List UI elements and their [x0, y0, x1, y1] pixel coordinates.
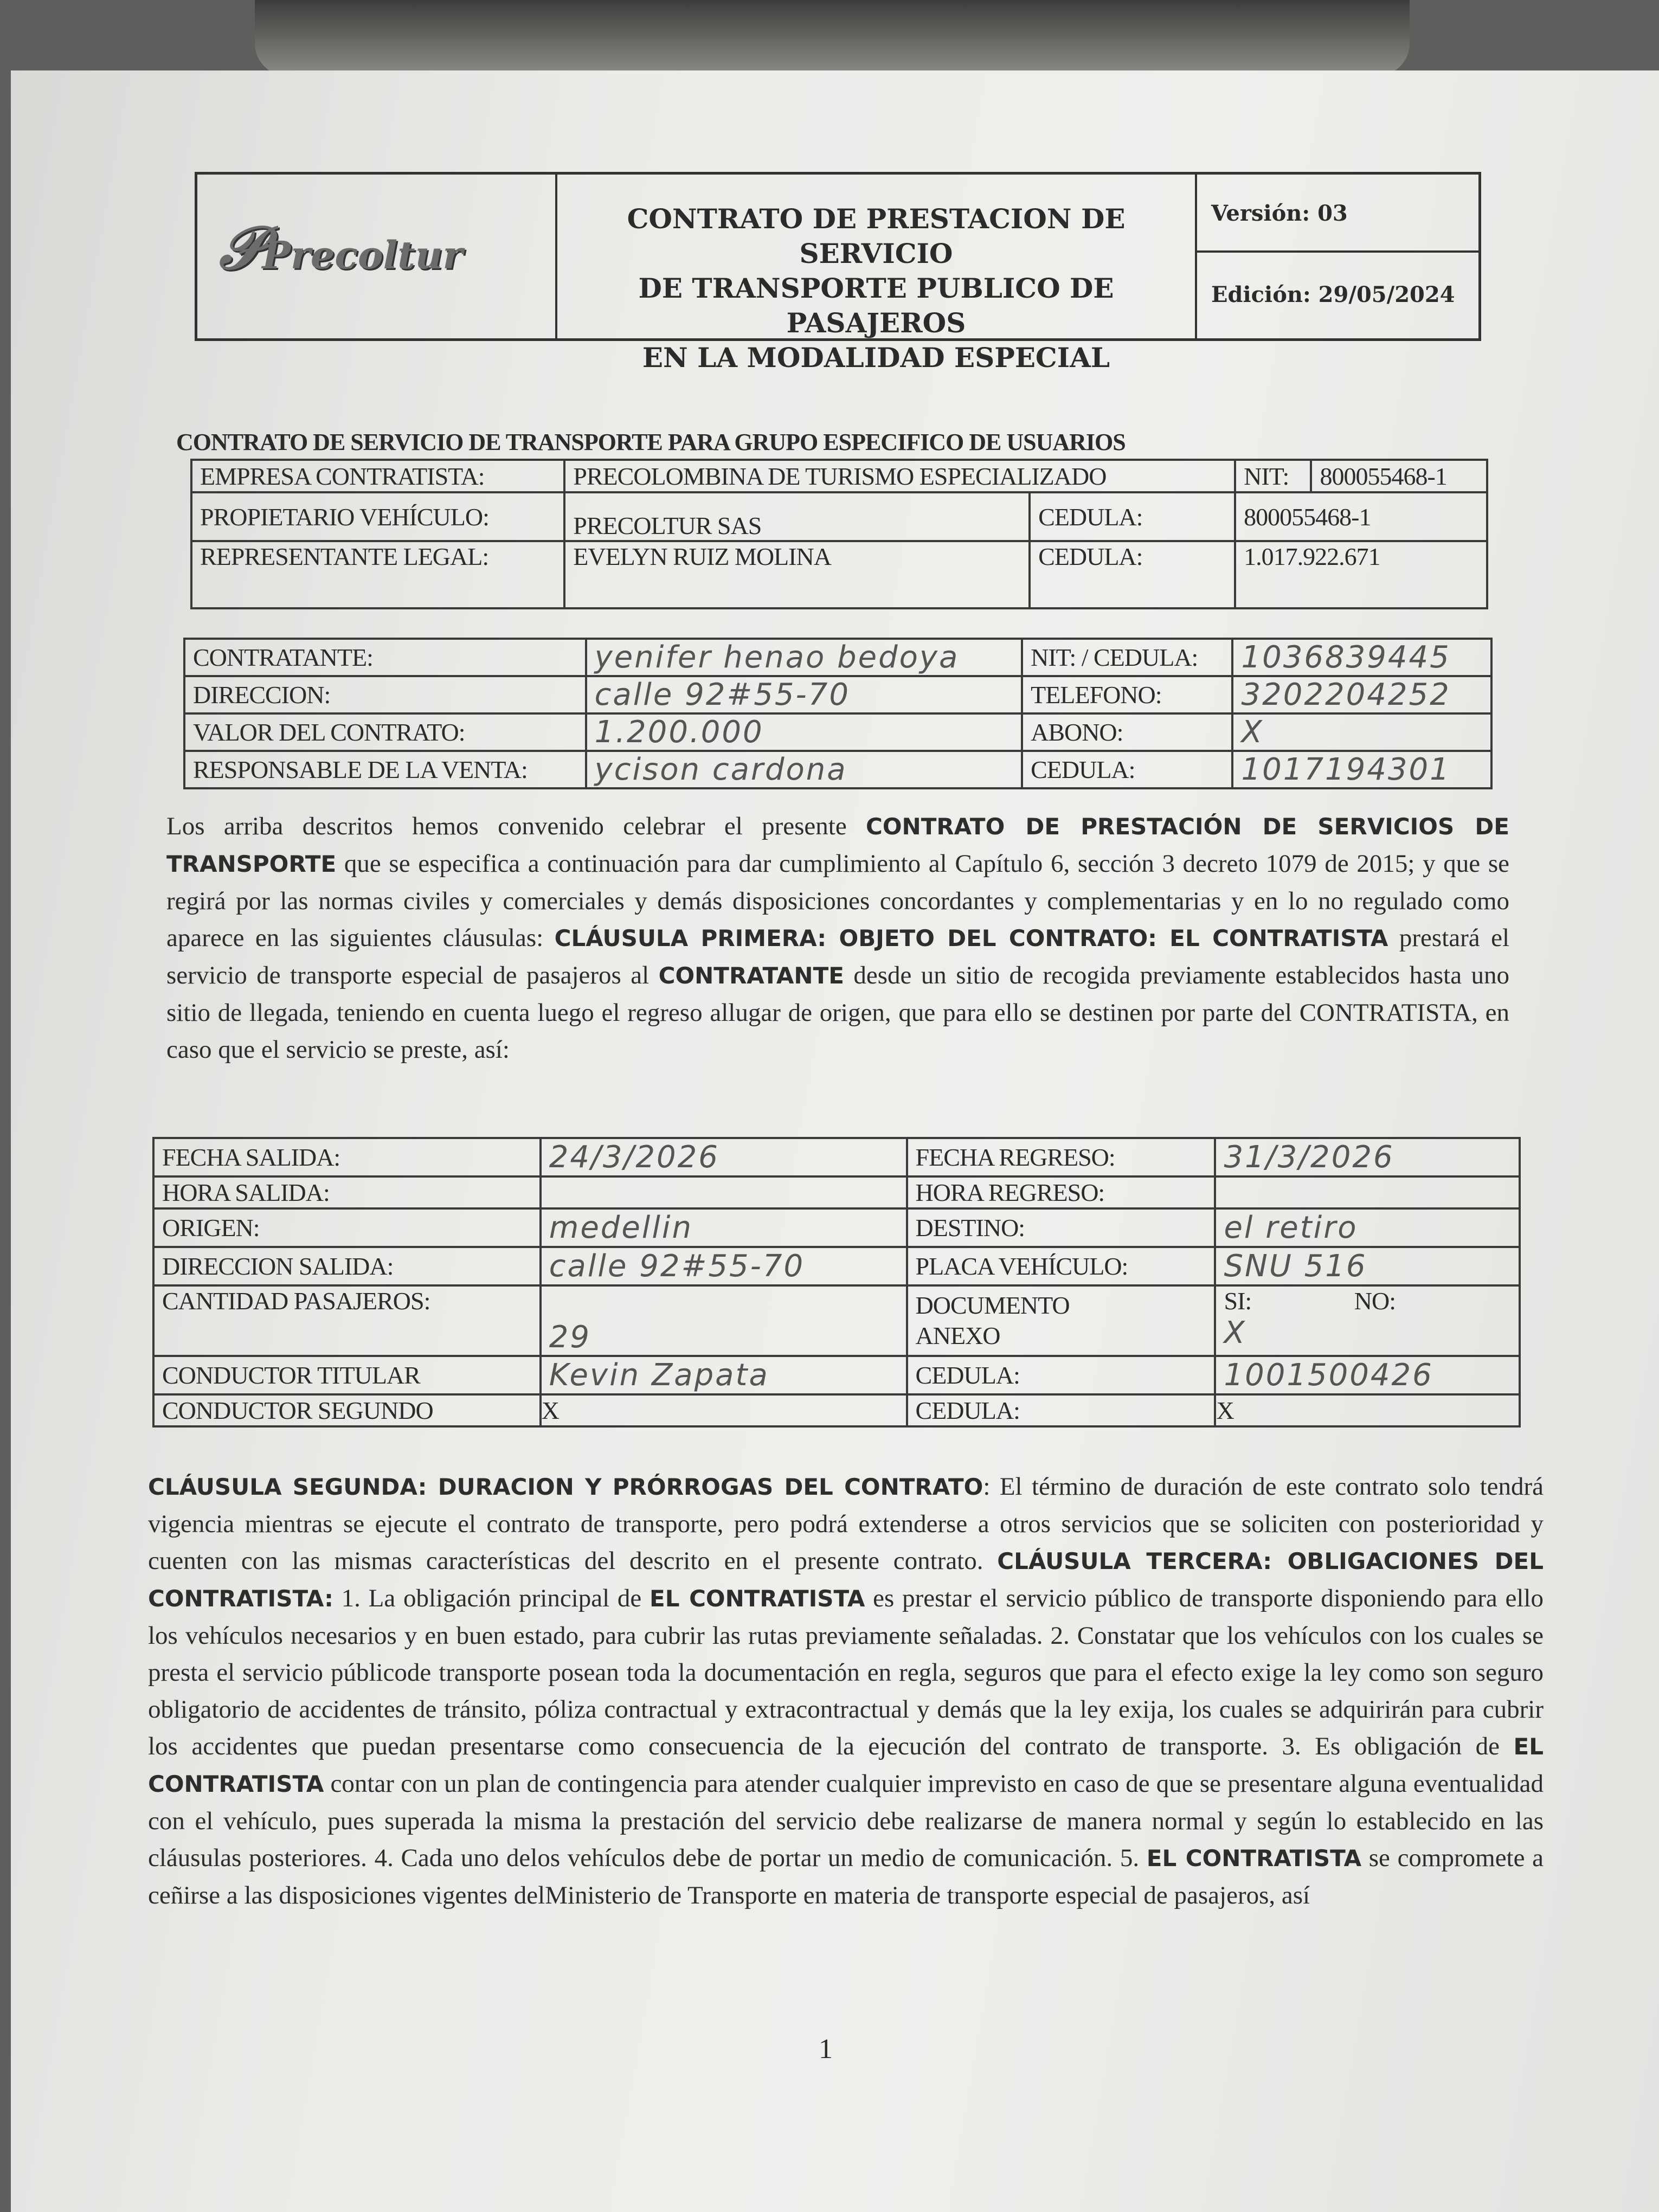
bold-text-segment: CONTRATANTE — [658, 962, 844, 989]
label: EMPRESA CONTRATISTA: — [191, 460, 564, 492]
title-line: DE TRANSPORTE PUBLICO DE PASAJEROS — [638, 272, 1114, 339]
text-segment: desde un sitio de recogida previamente establecidos hasta uno sitio de llegada, teniendo en cuenta luego el regreso allugar de origen, que para ello se destinen por parte del CONTRATISTA, en caso que el servicio se preste, así: — [166, 961, 1510, 1064]
company-table — [190, 459, 1488, 609]
bold-text-segment: EL CONTRATISTA — [148, 1733, 1544, 1797]
clipboard-clip — [255, 0, 1410, 76]
label: CEDULA: — [1022, 751, 1232, 788]
label: CEDULA: — [1030, 492, 1235, 541]
company-logo: 𝒫Precoltur — [219, 213, 463, 282]
label: PROPIETARIO VEHÍCULO: — [191, 492, 564, 541]
label: CEDULA: — [907, 1394, 1216, 1426]
text-segment: : El término de duración de este contrato solo tendrá vigencia mientras se ejecute el contrato de transporte, pero podrá extenderse a otros servicios que se soliciten con posterioridad y cuenten con las mismas características del descrito en el presente contrato. — [148, 1472, 1544, 1575]
telefono-value: 3202204252 — [1232, 676, 1491, 713]
direccion-salida-value: calle 92#55-70 — [541, 1247, 907, 1285]
paragraph-clausula-primera — [166, 808, 1509, 1068]
bold-text-segment: EL CONTRATISTA — [1146, 1845, 1362, 1872]
page-number: 1 — [819, 2034, 833, 2065]
representante-cedula: 1.017.922.671 — [1235, 541, 1487, 608]
version: Versión: 03 — [1211, 201, 1348, 226]
conductor-segundo-value: X — [541, 1394, 907, 1426]
conductor-segundo-cedula: X — [1215, 1394, 1520, 1426]
origen-value: medellin — [541, 1208, 907, 1247]
label: CONTRATANTE: — [184, 639, 586, 676]
representante-value: EVELYN RUIZ MOLINA — [564, 541, 1030, 608]
bold-text-segment: EL CONTRATISTA — [650, 1585, 865, 1612]
responsable-cedula: 1017194301 — [1232, 751, 1491, 788]
logo-text: Precoltur — [262, 233, 463, 278]
label: DIRECCION: — [184, 676, 586, 713]
label: CEDULA: — [1030, 541, 1235, 608]
text-segment: que se especifica a continuación para dar cumplimiento al Capítulo 6, sección 3 decreto 1079 de 2015; y que se regirá por las normas civiles y comerciales y demás disposiciones concordantes y complementarias y en lo no regulado como aparece en las siguientes cláusulas: — [166, 850, 1509, 952]
label: RESPONSABLE DE LA VENTA: — [184, 751, 586, 788]
fecha-regreso-value: 31/3/2026 — [1215, 1138, 1520, 1176]
company-table-title: CONTRATO DE SERVICIO DE TRANSPORTE PARA GRUPO ESPECIFICO DE USUARIOS — [176, 429, 1126, 455]
abono-value: X — [1232, 713, 1491, 751]
label: CONDUCTOR TITULAR — [153, 1356, 541, 1394]
direccion-value: calle 92#55-70 — [586, 676, 1022, 713]
fecha-salida-value: 24/3/2026 — [541, 1138, 907, 1176]
label: HORA REGRESO: — [907, 1176, 1216, 1208]
label: ABONO: — [1022, 713, 1232, 751]
destino-value: el retiro — [1215, 1208, 1520, 1247]
bold-text-segment: CLÁUSULA TERCERA: OBLIGACIONES DEL CONTRATISTA: — [148, 1548, 1544, 1612]
edition: Edición: 29/05/2024 — [1211, 282, 1455, 307]
text-segment: Los arriba descritos hemos convenido celebrar el presente — [166, 812, 866, 840]
text-segment: prestará el servicio de transporte especial de pasajeros al — [166, 924, 1510, 989]
label: DIRECCION SALIDA: — [153, 1247, 541, 1285]
label: FECHA SALIDA: — [153, 1138, 541, 1176]
bold-text-segment: CONTRATO DE PRESTACIÓN DE SERVICIOS DE TRANSPORTE — [166, 813, 1509, 877]
conductor-titular-value: Kevin Zapata — [541, 1356, 907, 1394]
label: NIT: — [1235, 460, 1311, 492]
title-line: EN LA MODALIDAD ESPECIAL — [642, 342, 1110, 374]
paragraph-clausulas-segunda-tercera — [148, 1468, 1544, 1914]
document-title — [557, 202, 1195, 375]
contratante-value: yenifer henao bedoya — [586, 639, 1022, 676]
responsable-value: ycison cardona — [586, 751, 1022, 788]
placa-value: SNU 516 — [1215, 1247, 1520, 1285]
label: NO: — [1347, 1285, 1520, 1356]
text-segment: se compromete a ceñirse a las disposiciones vigentes delMinisterio de Transporte en materia de transporte especial de pasajeros, así — [148, 1844, 1544, 1909]
trip-table — [152, 1137, 1521, 1427]
empresa-value: PRECOLOMBINA DE TURISMO ESPECIALIZADO — [564, 460, 1235, 492]
label: NIT: / CEDULA: — [1022, 639, 1232, 676]
label: TELEFONO: — [1022, 676, 1232, 713]
label: DOCUMENTO ANEXO — [907, 1285, 1216, 1356]
client-table — [183, 638, 1493, 789]
bold-text-segment: CLÁUSULA PRIMERA: OBJETO DEL CONTRATO: EL CONTRATISTA — [554, 925, 1388, 951]
nit-value: 800055468-1 — [1311, 460, 1487, 492]
text-segment: es prestar el servicio público de transporte disponiendo para ello los vehículos necesarios y en buen estado, para cubrir las rutas previamente señaladas. 2. Constatar que los vehículos con los cuales se presta el servicio públicode transporte posean toda la documentación en regla, seguros que para el efecto exige la ley como son seguro obligatorio de accidentes de tránsito, póliza contractual y extracontractual y demás que la ley exija, los cuales se adquirirán para cubrir los accidentes que puedan presentarse como consecuencia de la ejecución del contrato de transporte. 3. Es obligación de — [148, 1584, 1544, 1760]
label: VALOR DEL CONTRATO: — [184, 713, 586, 751]
label: REPRESENTANTE LEGAL: — [191, 541, 564, 608]
hora-salida-value — [541, 1176, 907, 1208]
label: CEDULA: — [907, 1356, 1216, 1394]
label: PLACA VEHÍCULO: — [907, 1247, 1216, 1285]
propietario-value: PRECOLTUR SAS — [564, 492, 1030, 541]
propietario-cedula: 800055468-1 — [1235, 492, 1487, 541]
valor-value: 1.200.000 — [586, 713, 1022, 751]
label: CANTIDAD PASAJEROS: — [153, 1285, 541, 1356]
title-line: CONTRATO DE PRESTACION DE SERVICIO — [627, 203, 1126, 269]
label: CONDUCTOR SEGUNDO — [153, 1394, 541, 1426]
conductor-titular-cedula: 1001500426 — [1215, 1356, 1520, 1394]
document-header — [195, 172, 1481, 374]
hora-regreso-value — [1215, 1176, 1520, 1208]
si-cell: SI: X — [1215, 1285, 1346, 1356]
text-segment: contar con un plan de contingencia para atender cualquier imprevisto en caso de que se presentare alguna eventualidad con el vehículo, pues superada la misma la prestación del servicio debe realizarse de manera normal y según lo establecido en las cláusulas posteriores. 4. Cada uno delos vehículos debe de portar un medio de comunicación. 5. — [148, 1770, 1544, 1872]
label: HORA SALIDA: — [153, 1176, 541, 1208]
si-mark: X — [1224, 1315, 1246, 1351]
bold-text-segment: CLÁUSULA SEGUNDA: DURACION Y PRÓRROGAS DEL CONTRATO — [148, 1474, 983, 1500]
nit-cedula-value: 1036839445 — [1232, 639, 1491, 676]
text-segment: 1. La obligación principal de — [333, 1584, 650, 1612]
label: ORIGEN: — [153, 1208, 541, 1247]
pasajeros-value: 29 — [541, 1285, 907, 1356]
label: FECHA REGRESO: — [907, 1138, 1216, 1176]
label: DESTINO: — [907, 1208, 1216, 1247]
